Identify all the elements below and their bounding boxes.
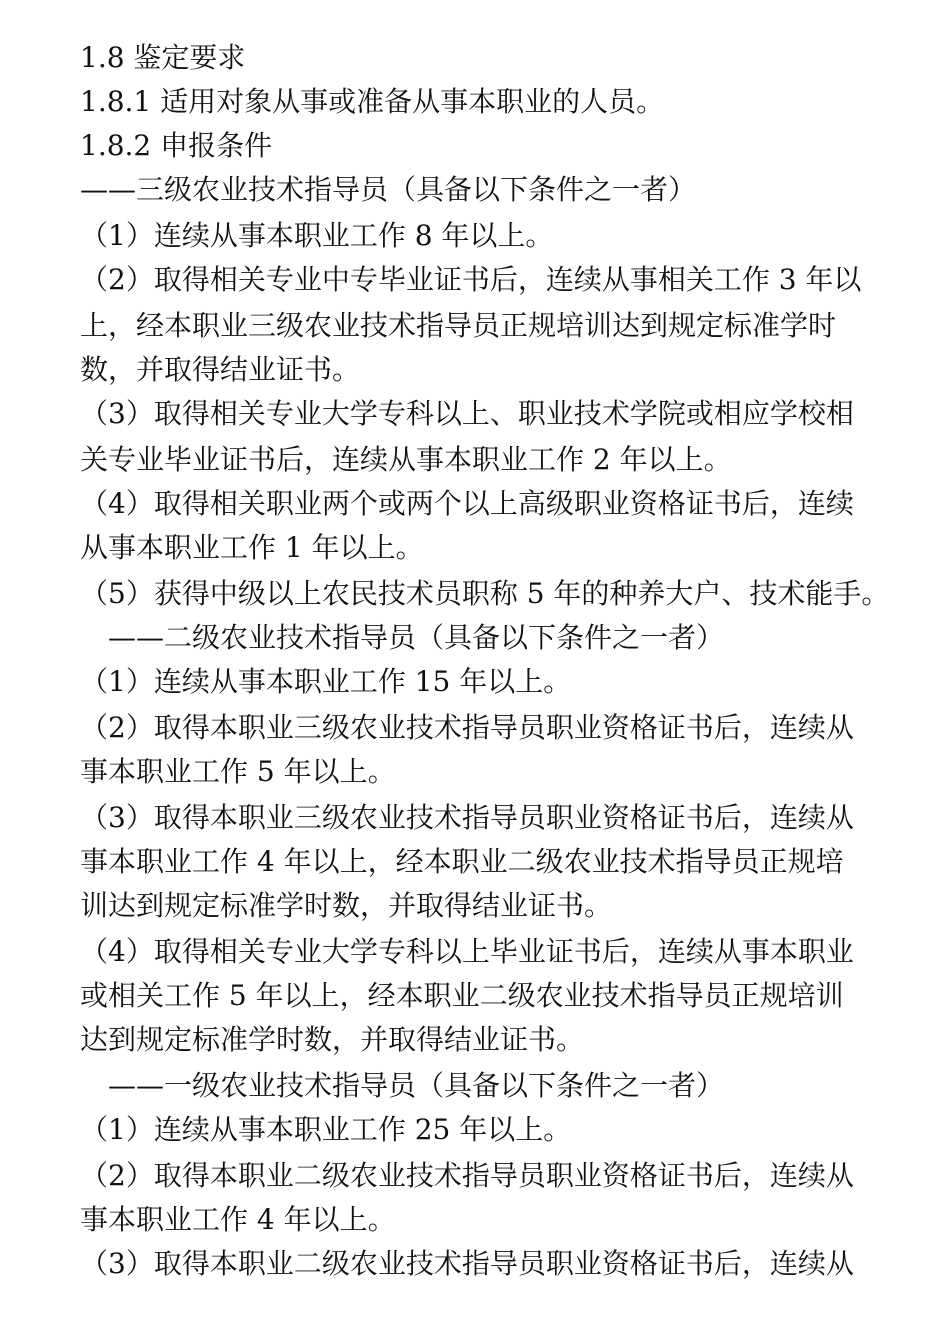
text-line: （1）连续从事本职业工作 15 年以上。 [80, 665, 572, 698]
text-line: 事本职业工作 4 年以上，经本职业二级农业技术指导员正规培 [80, 845, 844, 878]
text-line: （2）取得本职业三级农业技术指导员职业资格证书后，连续从 [80, 711, 854, 744]
text-line: （2）取得相关专业中专毕业证书后，连续从事相关工作 3 年以 [80, 263, 862, 296]
text-line: （5）获得中级以上农民技术员职称 5 年的种养大户、技术能手。 [80, 577, 890, 610]
section-1-8-1: 1.8.1 适用对象从事或准备从事本职业的人员。 [80, 85, 665, 118]
level-2-heading: ——二级农业技术指导员（具备以下条件之一者） [108, 621, 725, 654]
text-line: 事本职业工作 4 年以上。 [80, 1203, 396, 1236]
text-line: 上，经本职业三级农业技术指导员正规培训达到规定标准学时 [80, 309, 837, 342]
text-line: （4）取得相关职业两个或两个以上高级职业资格证书后，连续 [80, 487, 854, 520]
text-line: 数，并取得结业证书。 [80, 353, 361, 386]
text-line: 关专业毕业证书后，连续从事本职业工作 2 年以上。 [80, 443, 732, 476]
text-line: 或相关工作 5 年以上，经本职业二级农业技术指导员正规培训 [80, 979, 844, 1012]
text-line: 训达到规定标准学时数，并取得结业证书。 [80, 889, 613, 922]
level-1-heading: ——一级农业技术指导员（具备以下条件之一者） [108, 1069, 725, 1102]
level-3-heading: ——三级农业技术指导员（具备以下条件之一者） [80, 173, 697, 206]
text-line: （3）取得本职业三级农业技术指导员职业资格证书后，连续从 [80, 801, 854, 834]
text-line: （4）取得相关专业大学专科以上毕业证书后，连续从事本职业 [80, 935, 854, 968]
text-line: 达到规定标准学时数，并取得结业证书。 [80, 1023, 585, 1056]
text-line: （3）取得本职业二级农业技术指导员职业资格证书后，连续从 [80, 1247, 854, 1280]
section-heading-1-8-2: 1.8.2 申报条件 [80, 129, 273, 162]
text-line: （2）取得本职业二级农业技术指导员职业资格证书后，连续从 [80, 1159, 854, 1192]
text-line: 事本职业工作 5 年以上。 [80, 755, 396, 788]
text-line: 从事本职业工作 1 年以上。 [80, 531, 424, 564]
text-line: （1）连续从事本职业工作 25 年以上。 [80, 1113, 572, 1146]
text-line: （1）连续从事本职业工作 8 年以上。 [80, 219, 554, 252]
text-line: （3）取得相关专业大学专科以上、职业技术学院或相应学校相 [80, 397, 854, 430]
section-heading-1-8: 1.8 鉴定要求 [80, 41, 246, 74]
